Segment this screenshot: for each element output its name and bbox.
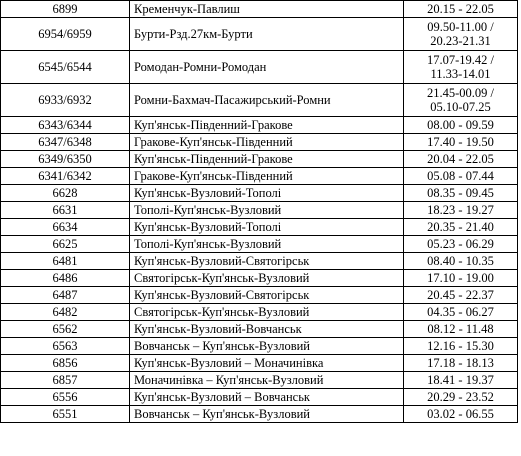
train-number-cell: 6634 [1,219,130,236]
time-cell [404,202,518,219]
time-cell [404,389,518,406]
table-row [1,304,518,321]
schedule-table-body [1,1,518,423]
time-cell [404,355,518,372]
route-cell: Бурти-Рзд.27км-Бурти [130,18,404,51]
train-number-cell: 6481 [1,253,130,270]
route-cell: Тополі-Куп'янськ-Вузловий [130,236,404,253]
route-cell: Куп'янськ-Вузловий-Тополі [130,185,404,202]
time-range: 08.35 - 09.45 [427,186,494,200]
train-number-cell: 6625 [1,236,130,253]
time-range: 05.10-07.25 [430,100,491,114]
table-row [1,287,518,304]
train-number-cell: 6347/6348 [1,134,130,151]
table-row [1,219,518,236]
time-range: 18.23 - 19.27 [427,203,494,217]
route-cell: Куп'янськ-Вузловий-Тополі [130,219,404,236]
table-row [1,185,518,202]
time-range: 17.40 - 19.50 [427,135,494,149]
route-cell: Гракове-Куп'янськ-Південний [130,168,404,185]
time-range: 05.08 - 07.44 [427,169,494,183]
table-row [1,270,518,287]
table-row [1,321,518,338]
train-number-cell: 6563 [1,338,130,355]
time-cell [404,236,518,253]
train-number-cell: 6933/6932 [1,84,130,117]
time-range: 20.23-21.31 [430,34,491,48]
route-cell: Куп'янськ-Південний-Гракове [130,117,404,134]
table-row [1,355,518,372]
time-cell [404,134,518,151]
time-range: 17.07-19.42 / [426,53,494,67]
time-cell [404,168,518,185]
time-range: 12.16 - 15.30 [427,339,494,353]
train-number-cell: 6628 [1,185,130,202]
route-cell: Куп'янськ-Вузловий-Вовчанськ [130,321,404,338]
table-row [1,51,518,84]
train-number-cell: 6631 [1,202,130,219]
time-range: 11.33-14.01 [430,67,491,81]
table-row [1,338,518,355]
route-cell: Куп'янськ-Південний-Гракове [130,151,404,168]
route-cell: Святогірськ-Куп'янськ-Вузловий [130,270,404,287]
time-cell [404,219,518,236]
time-range: 20.29 - 23.52 [427,390,494,404]
train-number-cell: 6341/6342 [1,168,130,185]
time-range: 17.10 - 19.00 [427,271,494,285]
table-row [1,84,518,117]
route-cell: Ромодан-Ромни-Ромодан [130,51,404,84]
train-number-cell: 6857 [1,372,130,389]
time-range: 20.15 - 22.05 [427,2,494,16]
route-cell: Святогірськ-Куп'янськ-Вузловий [130,304,404,321]
table-row [1,202,518,219]
table-row [1,236,518,253]
train-number-cell: 6343/6344 [1,117,130,134]
time-range: 08.40 - 10.35 [427,254,494,268]
train-number-cell: 6349/6350 [1,151,130,168]
time-range: 21.45-00.09 / [426,86,494,100]
time-cell [404,117,518,134]
route-cell: Вовчанськ – Куп'янськ-Вузловий [130,406,404,423]
time-cell [404,151,518,168]
time-range: 20.45 - 22.37 [427,288,494,302]
train-number-cell: 6899 [1,1,130,18]
route-cell: Вовчанськ – Куп'янськ-Вузловий [130,338,404,355]
time-cell [404,270,518,287]
time-range: 09.50-11.00 / [427,20,494,34]
train-number-cell: 6856 [1,355,130,372]
time-cell [404,51,518,84]
time-cell [404,253,518,270]
train-number-cell: 6551 [1,406,130,423]
time-range: 18.41 - 19.37 [427,373,494,387]
route-cell: Куп'янськ-Вузловий-Святогірськ [130,287,404,304]
table-row [1,134,518,151]
time-cell [404,18,518,51]
train-number-cell: 6487 [1,287,130,304]
route-cell: Тополі-Куп'янськ-Вузловий [130,202,404,219]
time-cell [404,321,518,338]
table-row [1,253,518,270]
table-row [1,372,518,389]
train-number-cell: 6562 [1,321,130,338]
time-range: 08.12 - 11.48 [427,322,494,336]
route-cell: Куп'янськ-Вузловий – Вовчанськ [130,389,404,406]
table-row [1,117,518,134]
route-cell: Куп'янськ-Вузловий – Моначинівка [130,355,404,372]
time-cell [404,84,518,117]
table-row [1,406,518,423]
route-cell: Куп'янськ-Вузловий-Святогірськ [130,253,404,270]
train-number-cell: 6954/6959 [1,18,130,51]
time-range: 05.23 - 06.29 [427,237,494,251]
time-cell [404,304,518,321]
train-number-cell: 6486 [1,270,130,287]
time-cell [404,372,518,389]
route-cell: Кременчук-Павлиш [130,1,404,18]
time-range: 04.35 - 06.27 [427,305,494,319]
route-cell: Гракове-Куп'янськ-Південний [130,134,404,151]
train-number-cell: 6545/6544 [1,51,130,84]
table-row [1,151,518,168]
train-number-cell: 6482 [1,304,130,321]
table-row [1,18,518,51]
time-cell [404,1,518,18]
train-number-cell: 6556 [1,389,130,406]
time-range: 20.04 - 22.05 [427,152,494,166]
table-row [1,168,518,185]
time-range: 08.00 - 09.59 [427,118,494,132]
table-row [1,1,518,18]
route-cell: Моначинівка – Куп'янськ-Вузловий [130,372,404,389]
time-range: 20.35 - 21.40 [427,220,494,234]
table-row [1,389,518,406]
time-cell [404,406,518,423]
time-cell [404,338,518,355]
route-cell: Ромни-Бахмач-Пасажирський-Ромни [130,84,404,117]
time-range: 17.18 - 18.13 [427,356,494,370]
time-cell [404,185,518,202]
time-range: 03.02 - 06.55 [427,407,494,421]
time-cell [404,287,518,304]
